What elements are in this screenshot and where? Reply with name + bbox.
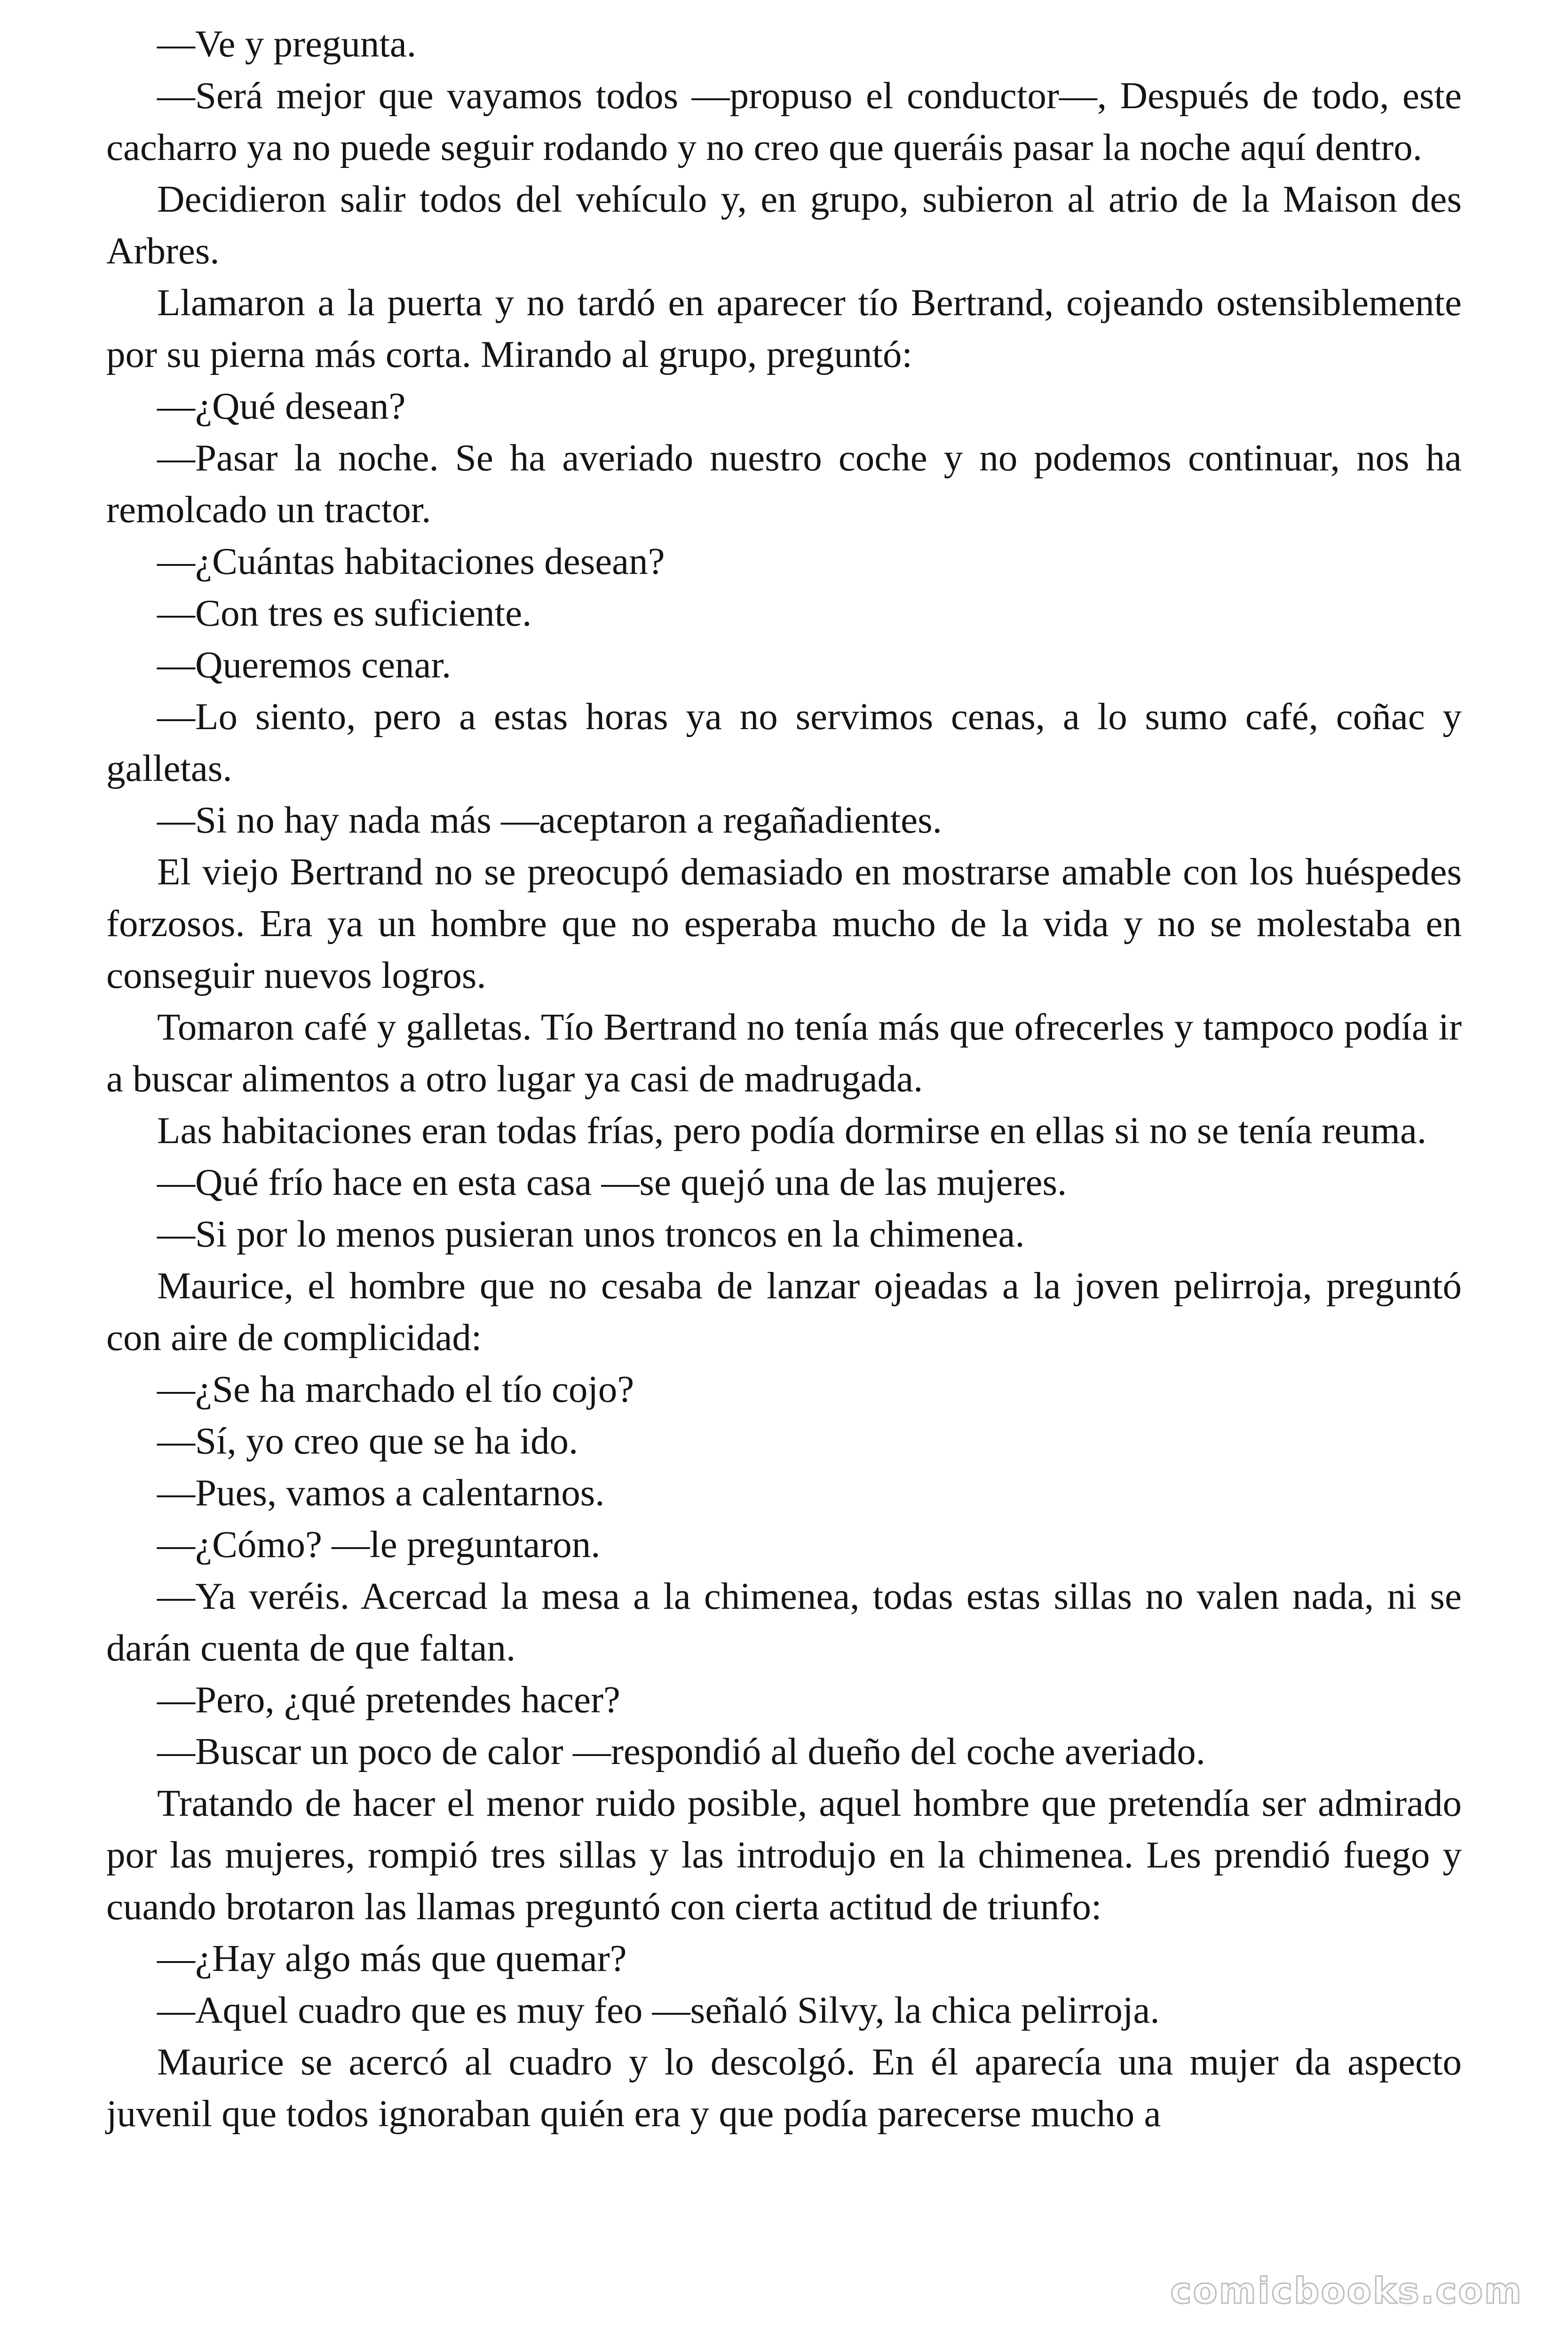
paragraph: Maurice se acercó al cuadro y lo descolgó. En él aparecía una mujer da aspecto juvenil que todos ignoraban quién era y que podía parecerse mucho a [106, 2041, 1462, 2135]
paragraph: —Sí, yo creo que se ha ido. [157, 1420, 578, 1462]
paragraph: Tratando de hacer el menor ruido posible, aquel hombre que pretendía ser admirado por las mujeres, rompió tres sillas y las introdujo en la chimenea. Les prendió fuego y cuando brotaron las llamas preguntó con cierta actitud de triunfo: [106, 1782, 1462, 1928]
paragraph: —Aquel cuadro que es muy feo —señaló Silvy, la chica pelirroja. [157, 1989, 1160, 2031]
paragraph: —Pasar la noche. Se ha averiado nuestro coche y no podemos continuar, nos ha remolcado un tractor. [106, 437, 1462, 531]
paragraph: —Será mejor que vayamos todos —propuso el conductor—, Después de todo, este cacharro ya no puede seguir rodando y no creo que queráis pasar la noche aquí dentro. [106, 74, 1462, 168]
paragraph: —¿Cómo? —le preguntaron. [157, 1523, 601, 1565]
paragraph: —¿Se ha marchado el tío cojo? [157, 1368, 634, 1410]
paragraph: —Buscar un poco de calor —respondió al dueño del coche averiado. [157, 1730, 1205, 1772]
paragraph: —Pero, ¿qué pretendes hacer? [157, 1678, 621, 1721]
paragraph: —Qué frío hace en esta casa —se quejó una de las mujeres. [157, 1161, 1067, 1203]
paragraph: Maurice, el hombre que no cesaba de lanzar ojeadas a la joven pelirroja, preguntó con aire de complicidad: [106, 1264, 1462, 1359]
paragraph: Decidieron salir todos del vehículo y, en grupo, subieron al atrio de la Maison des Arbres. [106, 178, 1462, 272]
paragraph: —Lo siento, pero a estas horas ya no servimos cenas, a lo sumo café, coñac y galletas. [106, 695, 1462, 789]
watermark-logo: comicbooks.com [1170, 2270, 1523, 2312]
paragraph: —Pues, vamos a calentarnos. [157, 1471, 605, 1514]
paragraph: —Si por lo menos pusieran unos troncos en la chimenea. [157, 1213, 1025, 1255]
paragraph: Llamaron a la puerta y no tardó en aparecer tío Bertrand, cojeando ostensiblemente por su pierna más corta. Mirando al grupo, preguntó: [106, 281, 1462, 375]
paragraph: —Ve y pregunta. [157, 23, 417, 65]
paragraph: —¿Qué desean? [157, 385, 406, 427]
paragraph: —¿Cuántas habitaciones desean? [157, 540, 665, 582]
paragraph: —¿Hay algo más que quemar? [157, 1937, 627, 1979]
paragraph: Las habitaciones eran todas frías, pero podía dormirse en ellas si no se tenía reuma. [157, 1109, 1427, 1152]
paragraph: —Queremos cenar. [157, 644, 451, 686]
page-text [106, 18, 1462, 2139]
paragraph: El viejo Bertrand no se preocupó demasiado en mostrarse amable con los huéspedes forzosos. Era ya un hombre que no esperaba mucho de la vida y no se molestaba en conseguir nuevos logros. [106, 850, 1462, 996]
paragraph: —Con tres es suficiente. [157, 592, 532, 634]
paragraph: Tomaron café y galletas. Tío Bertrand no tenía más que ofrecerles y tampoco podía ir a buscar alimentos a otro lugar ya casi de madrugada. [106, 1006, 1462, 1100]
paragraph: —Ya veréis. Acercad la mesa a la chimenea, todas estas sillas no valen nada, ni se darán cuenta de que faltan. [106, 1575, 1462, 1669]
paragraph: —Si no hay nada más —aceptaron a regañadientes. [157, 799, 942, 841]
